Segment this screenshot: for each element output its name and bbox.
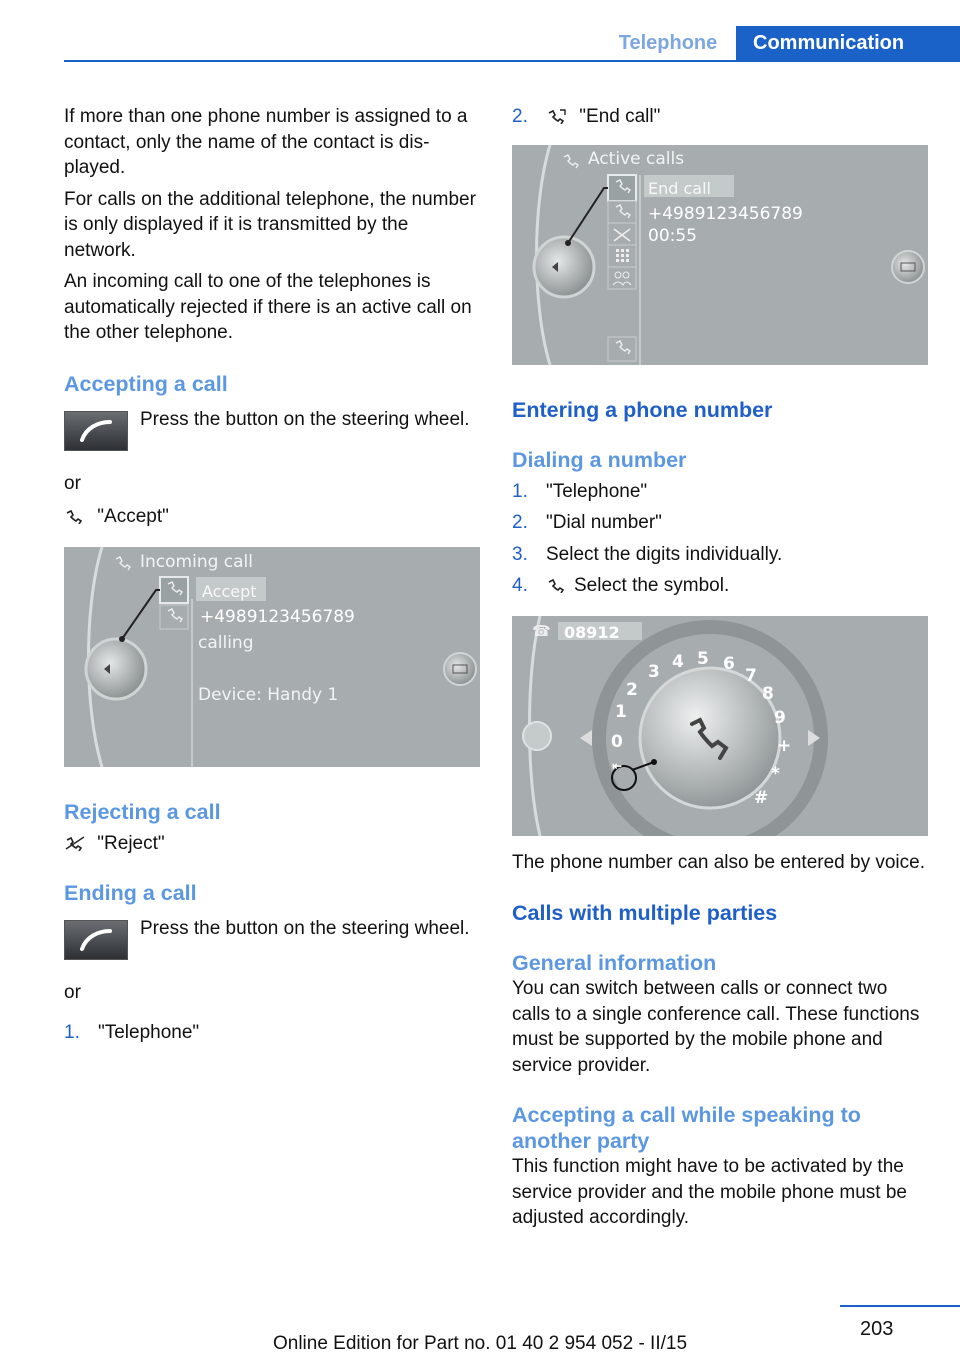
accept-button-row (64, 407, 480, 451)
page-number: 203 (860, 1318, 894, 1340)
step-text: "Telephone" (98, 1021, 200, 1043)
accept-menu-item (64, 504, 480, 530)
end-step-1 (64, 1020, 480, 1046)
digit-ring (512, 616, 928, 836)
dial-step (512, 479, 930, 505)
reject-menu-item (64, 831, 480, 857)
end-step-2 (512, 104, 930, 130)
dial-step (512, 573, 930, 599)
accept-menu-label: "Accept" (97, 506, 169, 527)
call-duration: 00:55 (648, 225, 697, 246)
heading-general-information: General information (512, 951, 717, 975)
heading-accepting-while-speaking: Accepting a call while speaking to another party (512, 1103, 861, 1153)
dialed-digits: 08912 (564, 622, 620, 642)
phone-handset-icon (64, 411, 128, 451)
screen-title: Incoming call (140, 551, 253, 572)
digit-5[interactable]: 5 (697, 648, 709, 669)
controller-graphic (512, 145, 928, 365)
tab-communication[interactable]: Communication (736, 26, 960, 60)
footer-rule (840, 1305, 960, 1307)
controller-graphic (64, 547, 480, 767)
heading-multiple-parties: Calls with multiple parties (512, 901, 778, 925)
tab-telephone[interactable]: Telephone (618, 32, 718, 54)
incoming-call-screen (64, 547, 480, 767)
step-text: Select the digits individually. (546, 543, 783, 565)
digit-9[interactable]: 9 (774, 707, 786, 728)
accept-button-text: Press the button on the steering wheel. (140, 408, 470, 430)
reject-call-icon (64, 835, 86, 851)
step-number: 4. (512, 575, 528, 596)
step-text: "End call" (579, 106, 661, 127)
dial-steps-list (512, 479, 930, 599)
step-text: Select the symbol. (574, 575, 730, 596)
step-text: "Dial number" (546, 512, 662, 533)
step-number: 3. (512, 543, 528, 565)
digit-7[interactable]: 7 (745, 665, 757, 686)
active-number: +4989123456789 (648, 203, 803, 224)
screen-title: Active calls (588, 148, 685, 169)
reject-menu-label: "Reject" (97, 832, 165, 854)
digit-0[interactable]: 0 (611, 731, 623, 752)
paragraph-accepting-while-speaking: This function might have to be activated by the service provider and the mobile phone must be adjusted accordingly. (512, 1156, 908, 1228)
dial-step (512, 510, 930, 536)
digit-2[interactable]: 2 (626, 679, 638, 700)
paragraph-rejected-call: An incoming call to one of the telephones is automatically rejected if there is an active call on the other telephone. (64, 271, 472, 343)
header-rule (64, 60, 960, 62)
phone-handset-icon (64, 920, 128, 960)
dial-menu-icon: ☎ (532, 621, 551, 640)
digit-star[interactable]: * (771, 763, 780, 784)
end-call-screen-button: End call (648, 178, 711, 198)
edition-footer: Online Edition for Part no. 01 40 2 954 052 - II/15 (272, 1333, 688, 1354)
paragraph-voice-entry: The phone number can also be entered by voice. (512, 851, 925, 873)
paragraph-additional-phone: For calls on the additional telephone, the number is only displayed if it is transmitted by the network. (64, 188, 476, 261)
dial-number-screen (512, 616, 928, 836)
digit-6[interactable]: 6 (723, 653, 735, 674)
end-button-text: Press the button on the steering wheel. (140, 918, 470, 939)
step-number: 2. (512, 106, 528, 127)
step-number: 1. (512, 480, 528, 502)
end-button-row (64, 916, 480, 960)
right-column (512, 104, 930, 1231)
heading-dialing-number: Dialing a number (512, 447, 687, 472)
step-number: 1. (64, 1021, 80, 1043)
step-number: 2. (512, 512, 528, 533)
heading-rejecting-call: Rejecting a call (64, 799, 221, 824)
dial-call-icon (546, 577, 568, 593)
paragraph-contact-name: If more than one phone number is assigned to a contact, only the name of the contact is displayed. (64, 106, 468, 178)
digit-hash[interactable]: # (754, 787, 769, 808)
or-text: or (64, 982, 81, 1003)
caller-number: +4989123456789 (200, 606, 355, 627)
paragraph-general: You can switch between calls or connect two calls to a single conference call. These functions must be supported by the mobile phone and service provider. (512, 978, 920, 1076)
end-call-icon (546, 108, 568, 124)
digit-plus[interactable]: + (777, 735, 792, 756)
digit-4[interactable]: 4 (672, 651, 684, 672)
left-column (64, 104, 480, 1045)
step-text: "Telephone" (546, 480, 648, 502)
heading-ending-call: Ending a call (64, 881, 197, 905)
heading-accepting-call: Accepting a call (64, 371, 228, 396)
device-name: Device: Handy 1 (198, 684, 339, 705)
heading-entering-number: Entering a phone number (512, 397, 773, 422)
backspace-icon[interactable]: ⇤ (612, 758, 623, 773)
dial-step (512, 542, 930, 568)
accept-call-icon (64, 508, 86, 524)
digit-3[interactable]: 3 (648, 661, 660, 682)
accept-screen-button: Accept (202, 581, 257, 601)
call-status: calling (198, 632, 254, 653)
or-text: or (64, 472, 81, 494)
active-calls-screen (512, 145, 928, 365)
digit-8[interactable]: 8 (762, 683, 774, 704)
digit-1[interactable]: 1 (615, 701, 627, 722)
